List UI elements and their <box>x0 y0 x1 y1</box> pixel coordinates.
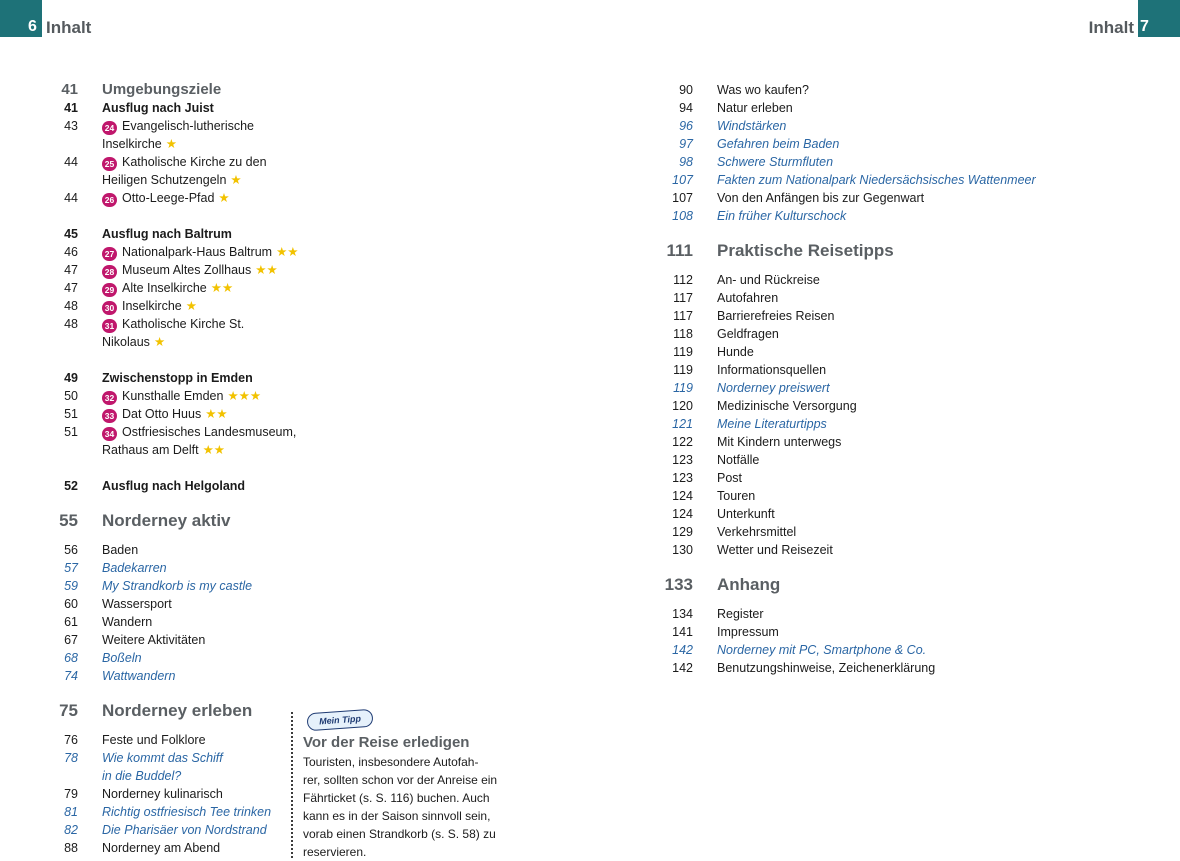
toc-page-number: 111 <box>666 241 693 260</box>
toc-section-heading[interactable] <box>40 700 310 722</box>
toc-section-heading[interactable] <box>655 574 1075 596</box>
toc-page-number: 48 <box>64 317 78 331</box>
toc-entry-title: Meine Literaturtipps <box>717 417 827 431</box>
toc-entry-title: 31 Katholische Kirche St. Nikolaus ★ <box>102 317 245 349</box>
toc-entry-title: Feste und Folklore <box>102 733 206 747</box>
toc-entry-title: 25 Katholische Kirche zu den <box>102 153 267 171</box>
toc-entry-continuation: Rathaus am Delft ★★ <box>102 443 225 457</box>
toc-entry[interactable] <box>655 469 1075 487</box>
toc-entry-title: Norderney preiswert <box>717 381 830 395</box>
toc-page-number: 57 <box>64 561 78 575</box>
toc-entry-title: Ausflug nach Baltrum <box>102 227 232 241</box>
toc-page-number: 96 <box>679 119 693 133</box>
toc-entry-title: Norderney am Abend <box>102 841 221 855</box>
toc-page-number: 44 <box>64 155 78 169</box>
toc-entry[interactable] <box>40 631 310 649</box>
toc-entry-continuation: Heiligen Schutzengeln ★ <box>102 173 242 187</box>
rating-star-icon: ★★★ <box>227 389 262 403</box>
sight-number-badge: 30 <box>102 301 117 315</box>
toc-entry-title: Ausflug nach Juist <box>102 101 214 115</box>
toc-entry-title: Verkehrsmittel <box>717 525 797 539</box>
toc-entry[interactable] <box>40 785 310 803</box>
toc-page-number: 88 <box>64 841 78 855</box>
toc-entry[interactable] <box>655 623 1075 641</box>
toc-entry[interactable] <box>655 271 1075 289</box>
toc-page-number: 141 <box>672 625 693 639</box>
toc-entry-title: Informationsquellen <box>717 363 827 377</box>
toc-entry-title: Autofahren <box>717 291 779 305</box>
toc-entry-title: Medizinische Versorgung <box>717 399 857 413</box>
toc-page-number: 129 <box>672 525 693 539</box>
toc-entry-title: Praktische Reisetipps <box>717 241 894 260</box>
toc-page-number: 120 <box>672 399 693 413</box>
toc-page-number: 90 <box>679 83 693 97</box>
toc-right-column <box>655 81 1075 677</box>
toc-entry[interactable] <box>40 99 310 117</box>
toc-entry[interactable] <box>40 649 310 667</box>
toc-entry[interactable] <box>40 189 310 207</box>
toc-section-heading[interactable] <box>40 510 310 532</box>
toc-entry-title: Geldfragen <box>717 327 779 341</box>
toc-entry-title: Schwere Sturmfluten <box>717 155 834 169</box>
toc-entry[interactable] <box>655 343 1075 361</box>
toc-entry[interactable] <box>655 505 1075 523</box>
toc-entry[interactable] <box>40 477 310 495</box>
toc-page-number: 124 <box>672 489 693 503</box>
sight-number-badge: 28 <box>102 265 117 279</box>
toc-page-number: 107 <box>672 173 693 187</box>
toc-page-number: 79 <box>64 787 78 801</box>
running-head-right: Inhalt <box>1088 18 1134 37</box>
toc-entry-title: 28 Museum Altes Zollhaus ★★ <box>102 261 278 279</box>
toc-entry-title: 26 Otto-Leege-Pfad ★ <box>102 189 230 207</box>
toc-entry[interactable] <box>40 559 310 577</box>
toc-entry-title: Richtig ostfriesisch Tee trinken <box>102 805 272 819</box>
toc-entry[interactable] <box>655 153 1075 171</box>
toc-entry[interactable] <box>655 641 1075 659</box>
toc-entry-title: Ein früher Kulturschock <box>717 209 847 223</box>
toc-page-number: 122 <box>672 435 693 449</box>
toc-entry-title: Boßeln <box>102 651 142 665</box>
toc-entry[interactable] <box>40 839 310 857</box>
toc-page-number: 55 <box>59 511 78 530</box>
tip-line: reservieren. <box>303 845 367 859</box>
toc-entry-title: Anhang <box>717 575 781 594</box>
toc-page-number: 123 <box>672 471 693 485</box>
toc-entry-title: My Strandkorb is my castle <box>102 579 253 593</box>
toc-entry-title: 30 Inselkirche ★ <box>102 297 197 315</box>
toc-page-number: 68 <box>64 651 78 665</box>
toc-page-number: 78 <box>64 751 78 765</box>
toc-page-number: 41 <box>61 81 78 98</box>
toc-entry-title: 29 Alte Inselkirche ★★ <box>102 279 233 297</box>
toc-page-number: 124 <box>672 507 693 521</box>
toc-page-number: 76 <box>64 733 78 747</box>
toc-entry[interactable] <box>40 243 310 261</box>
toc-entry[interactable] <box>40 279 310 297</box>
rating-star-icon: ★ <box>153 335 166 349</box>
toc-entry[interactable] <box>655 99 1075 117</box>
toc-page-number: 48 <box>64 299 78 313</box>
toc-page-number: 56 <box>64 543 78 557</box>
toc-entry[interactable] <box>40 387 310 405</box>
rating-star-icon: ★ <box>165 137 177 151</box>
toc-entry-title: Norderney kulinarisch <box>102 787 223 801</box>
toc-entry[interactable] <box>40 369 310 387</box>
toc-page-number: 117 <box>673 291 693 305</box>
page-number-right: 7 <box>1140 18 1149 35</box>
toc-entry-title: Fakten zum Nationalpark Niedersächsisches Wattenmeer <box>717 173 1036 187</box>
toc-page-number: 74 <box>64 669 78 683</box>
toc-entry-title: Touren <box>717 489 756 503</box>
sight-number-badge: 29 <box>102 283 117 297</box>
rating-star-icon: ★★ <box>205 407 228 421</box>
toc-entry-title: Register <box>717 607 764 621</box>
toc-entry[interactable] <box>655 361 1075 379</box>
toc-entry-title: Norderney erleben <box>102 701 253 720</box>
toc-entry[interactable] <box>40 153 310 171</box>
toc-entry-title: 24 Evangelisch-lutherische <box>102 117 254 135</box>
toc-entry[interactable] <box>40 803 310 821</box>
toc-page-number: 133 <box>664 575 693 594</box>
rating-star-icon: ★★ <box>276 245 299 259</box>
toc-entry-title: Norderney mit PC, Smartphone & Co. <box>717 643 927 657</box>
toc-entry[interactable] <box>655 397 1075 415</box>
toc-entry-title: 27 Nationalpark-Haus Baltrum ★★ <box>102 243 298 261</box>
toc-entry[interactable] <box>40 749 310 767</box>
toc-section-heading[interactable] <box>655 240 1075 262</box>
toc-entry-title: Badekarren <box>102 561 167 575</box>
tip-line: Touristen, insbesondere Autofah- <box>303 755 479 769</box>
toc-entry-title: Von den Anfängen bis zur Gegenwart <box>717 191 925 205</box>
toc-page-number: 51 <box>64 425 78 439</box>
toc-entry-title: Baden <box>102 543 139 557</box>
toc-entry[interactable] <box>40 315 310 351</box>
toc-entry-title: Gefahren beim Baden <box>717 137 840 151</box>
rating-star-icon: ★★ <box>255 263 278 277</box>
toc-entry[interactable] <box>655 325 1075 343</box>
toc-entry[interactable] <box>40 731 310 749</box>
toc-page-number: 81 <box>64 805 78 819</box>
toc-entry[interactable] <box>40 577 310 595</box>
toc-entry-title: Notfälle <box>717 453 760 467</box>
toc-entry-title: Zwischenstopp in Emden <box>102 371 253 385</box>
tip-box <box>303 733 498 861</box>
toc-entry[interactable] <box>655 433 1075 451</box>
toc-page-number: 118 <box>673 327 693 341</box>
toc-entry[interactable] <box>655 189 1075 207</box>
toc-entry-title: Impressum <box>717 625 779 639</box>
toc-entry-title: Wassersport <box>102 597 172 611</box>
toc-page-number: 75 <box>59 701 78 720</box>
rating-star-icon: ★ <box>230 173 242 187</box>
rating-star-icon: ★★ <box>210 281 234 295</box>
toc-page-number: 142 <box>672 643 693 657</box>
toc-entry-continuation: Inselkirche ★ <box>102 137 177 151</box>
tip-line: rer, sollten schon vor der Anreise ein <box>303 773 498 787</box>
toc-entry[interactable] <box>40 261 310 279</box>
toc-entry-title: Hunde <box>717 345 754 359</box>
toc-entry-title: Natur erleben <box>717 101 793 115</box>
sight-number-badge: 24 <box>102 121 117 135</box>
toc-entry-title: Wetter und Reisezeit <box>717 543 833 557</box>
toc-entry[interactable] <box>655 541 1075 559</box>
toc-entry-title: An- und Rückreise <box>717 273 820 287</box>
toc-entry[interactable] <box>655 415 1075 433</box>
toc-entry-title: Windstärken <box>717 119 787 133</box>
toc-page-number: 43 <box>64 119 78 133</box>
toc-page-number: 82 <box>64 823 78 837</box>
toc-entry[interactable] <box>40 595 310 613</box>
toc-entry[interactable] <box>40 297 310 315</box>
toc-entry[interactable] <box>655 207 1075 225</box>
toc-page-number: 52 <box>64 479 78 493</box>
toc-section-heading[interactable] <box>40 81 310 99</box>
toc-page-number: 49 <box>64 371 78 385</box>
toc-page-number: 97 <box>679 137 693 151</box>
toc-entry-title: Die Pharisäer von Nordstrand <box>102 823 267 837</box>
tip-line: kann es in der Saison sinnvoll sein, <box>303 809 491 823</box>
toc-entry[interactable] <box>40 405 310 423</box>
toc-entry[interactable] <box>655 289 1075 307</box>
tip-body <box>303 753 498 861</box>
toc-page-number: 123 <box>672 453 693 467</box>
toc-entry-title: Norderney aktiv <box>102 511 231 530</box>
toc-entry[interactable] <box>655 379 1075 397</box>
toc-entry-title: Barrierefreies Reisen <box>717 309 835 323</box>
toc-entry-title: 32 Kunsthalle Emden ★★★ <box>102 387 261 405</box>
tip-line: vorab einen Strandkorb (s. S. 58) zu <box>303 827 496 841</box>
toc-page-number: 60 <box>64 597 78 611</box>
sight-number-badge: 33 <box>102 409 117 423</box>
toc-entry[interactable] <box>655 451 1075 469</box>
toc-page-number: 121 <box>672 417 693 431</box>
toc-entry-title: Post <box>717 471 743 485</box>
sight-number-badge: 26 <box>102 193 117 207</box>
toc-page-number: 41 <box>64 101 78 115</box>
toc-page-number: 117 <box>673 309 693 323</box>
toc-page-number: 119 <box>673 345 693 359</box>
running-head-left: Inhalt <box>46 18 92 37</box>
tip-title: Vor der Reise erledigen <box>303 734 470 751</box>
page-number-left: 6 <box>28 18 37 35</box>
toc-entry[interactable] <box>655 135 1075 153</box>
toc-page-number: 107 <box>672 191 693 205</box>
toc-entry[interactable] <box>655 307 1075 325</box>
toc-left-column <box>40 81 310 857</box>
toc-entry-title: Benutzungshinweise, Zeichenerklärung <box>717 661 936 675</box>
toc-entry[interactable] <box>655 81 1075 99</box>
rating-star-icon: ★ <box>185 299 197 313</box>
toc-page-number: 119 <box>673 363 693 377</box>
toc-page-number: 119 <box>673 381 693 395</box>
toc-page-number: 67 <box>64 633 78 647</box>
sight-number-badge: 32 <box>102 391 117 405</box>
toc-entry[interactable] <box>40 613 310 631</box>
toc-page-number: 108 <box>672 209 693 223</box>
toc-entry[interactable] <box>655 659 1075 677</box>
toc-entry[interactable] <box>40 821 310 839</box>
toc-entry[interactable] <box>40 541 310 559</box>
toc-page-number: 44 <box>64 191 78 205</box>
toc-entry[interactable] <box>655 487 1075 505</box>
toc-page-number: 112 <box>673 273 693 287</box>
toc-page-number: 59 <box>64 579 78 593</box>
toc-page-number: 51 <box>64 407 78 421</box>
toc-entry-title: Weitere Aktivitäten <box>102 633 206 647</box>
sight-number-badge: 25 <box>102 157 117 171</box>
toc-page-number: 47 <box>64 281 78 295</box>
mein-tipp-badge: Mein Tipp <box>306 709 373 732</box>
toc-entry-title: Ausflug nach Helgoland <box>102 479 246 493</box>
toc-entry[interactable] <box>40 667 310 685</box>
toc-entry[interactable] <box>40 117 310 135</box>
toc-entry-title: Umgebungsziele <box>102 81 222 98</box>
toc-page-number: 134 <box>672 607 693 621</box>
rating-star-icon: ★★ <box>202 443 225 457</box>
toc-entry-continuation: in die Buddel? <box>102 769 182 783</box>
toc-page-number: 45 <box>64 227 78 241</box>
toc-entry-title: Wie kommt das Schiff <box>102 751 223 765</box>
toc-page-number: 50 <box>64 389 78 403</box>
toc-entry[interactable] <box>655 117 1075 135</box>
toc-entry-title: Was wo kaufen? <box>717 83 809 97</box>
sight-number-badge: 31 <box>102 319 117 333</box>
toc-page-number: 47 <box>64 263 78 277</box>
toc-entry[interactable] <box>40 225 310 243</box>
toc-page-number: 142 <box>672 661 693 675</box>
toc-entry[interactable] <box>655 171 1075 189</box>
toc-entry[interactable] <box>40 423 310 441</box>
toc-page-number: 98 <box>679 155 693 169</box>
toc-page-number: 61 <box>64 615 78 629</box>
toc-page-number: 130 <box>672 543 693 557</box>
rating-star-icon: ★ <box>218 191 230 205</box>
toc-entry-title: 33 Dat Otto Huus ★★ <box>102 405 228 423</box>
sight-number-badge: 34 <box>102 427 117 441</box>
toc-entry-title: Wandern <box>102 615 153 629</box>
toc-page-number: 46 <box>64 245 78 259</box>
toc-page-number: 94 <box>679 101 693 115</box>
toc-entry-title: Wattwandern <box>102 669 176 683</box>
tip-line: Fährticket (s. S. 116) buchen. Auch <box>303 791 490 805</box>
tip-divider <box>291 712 293 858</box>
toc-entry-title: Unterkunft <box>717 507 775 521</box>
sight-number-badge: 27 <box>102 247 117 261</box>
toc-entry[interactable] <box>655 605 1075 623</box>
toc-entry-title: 34 Ostfriesisches Landesmuseum, <box>102 423 296 441</box>
toc-entry[interactable] <box>655 523 1075 541</box>
toc-entry-title: Mit Kindern unterwegs <box>717 435 842 449</box>
